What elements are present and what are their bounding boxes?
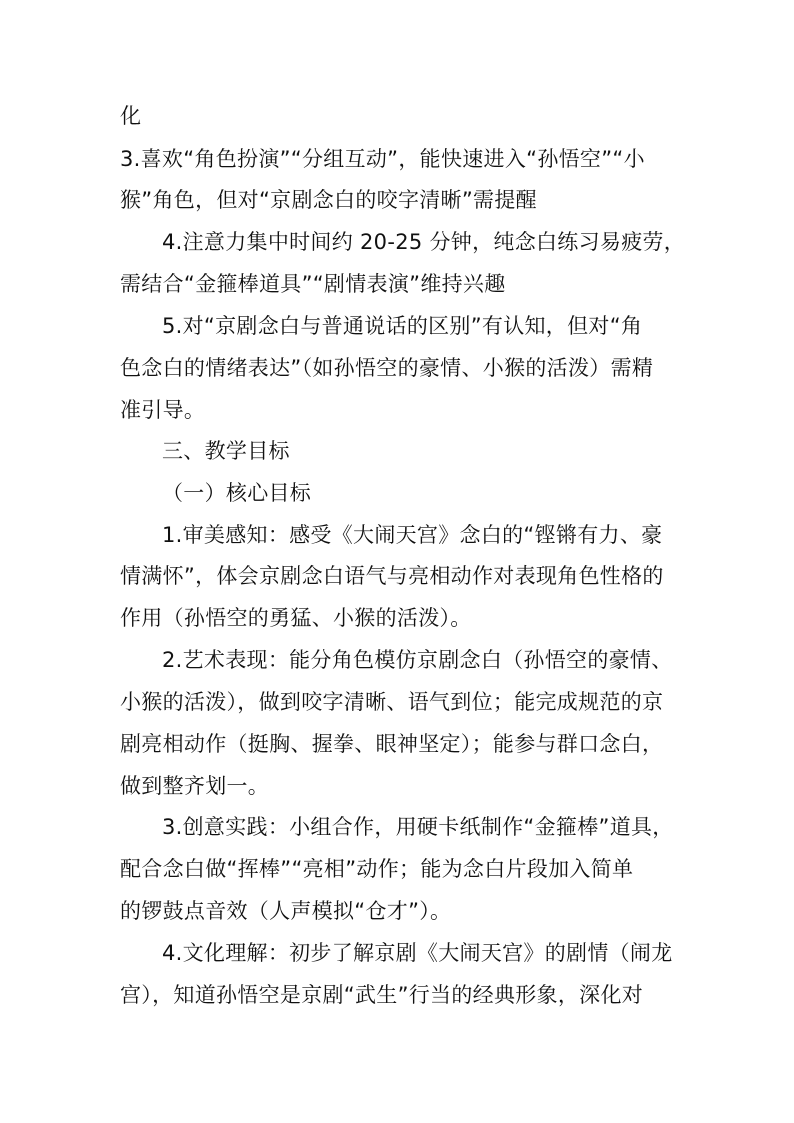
text-line-12: 情满怀”，体会京剧念白语气与亮相动作对表现角色性格的 [120,564,664,588]
text-line-4: 4.注意力集中时间约 20-25 分钟，纯念白练习易疲劳， [162,230,686,254]
text-line-2: 3.喜欢“角色扮演”“分组互动”，能快速进入“孙悟空”“小 [120,147,645,171]
text-line-18: 3.创意实践：小组合作，用硬卡纸制作“金箍棒”道具， [162,815,674,839]
text-line-15: 小猴的活泼），做到咬字清晰、语气到位；能完成规范的京 [120,690,664,714]
text-line-1: 化 [120,104,142,128]
text-line-17: 做到整齐划一。 [120,774,270,798]
text-line-20: 的锣鼓点音效（人声模拟“仓才”）。 [120,899,452,923]
text-line-8: 准引导。 [120,398,206,422]
text-line-19: 配合念白做“挥棒”“亮相”动作；能为念白片段加入简单 [120,857,634,881]
text-line-14: 2.艺术表现：能分角色模仿京剧念白（孙悟空的豪情、 [162,648,673,672]
text-line-13: 作用（孙悟空的勇猛、小猴的活泼）。 [120,606,472,630]
text-line-5: 需结合“金箍棒道具”“剧情表演”维持兴趣 [120,272,506,296]
text-line-16: 剧亮相动作（挺胸、握拳、眼神坚定）；能参与群口念白， [120,732,664,756]
text-line-22: 宫），知道孙悟空是京剧“武生”行当的经典形象，深化对 [120,983,644,1007]
text-line-6: 5.对“京剧念白与普通说话的区别”有认知，但对“角 [162,314,643,338]
text-line-21: 4.文化理解：初步了解京剧《大闹天宫》的剧情（闹龙 [162,941,673,965]
text-line-7: 色念白的情绪表达”（如孙悟空的豪情、小猴的活泼）需精 [120,356,654,380]
text-line-3: 猴”角色，但对“京剧念白的咬字清晰”需提醒 [120,188,537,212]
section-heading: 三、教学目标 [162,439,290,463]
subsection-heading: （一）核心目标 [162,481,312,505]
text-line-11: 1.审美感知：感受《大闹天宫》念白的“铿锵有力、豪 [162,523,663,547]
